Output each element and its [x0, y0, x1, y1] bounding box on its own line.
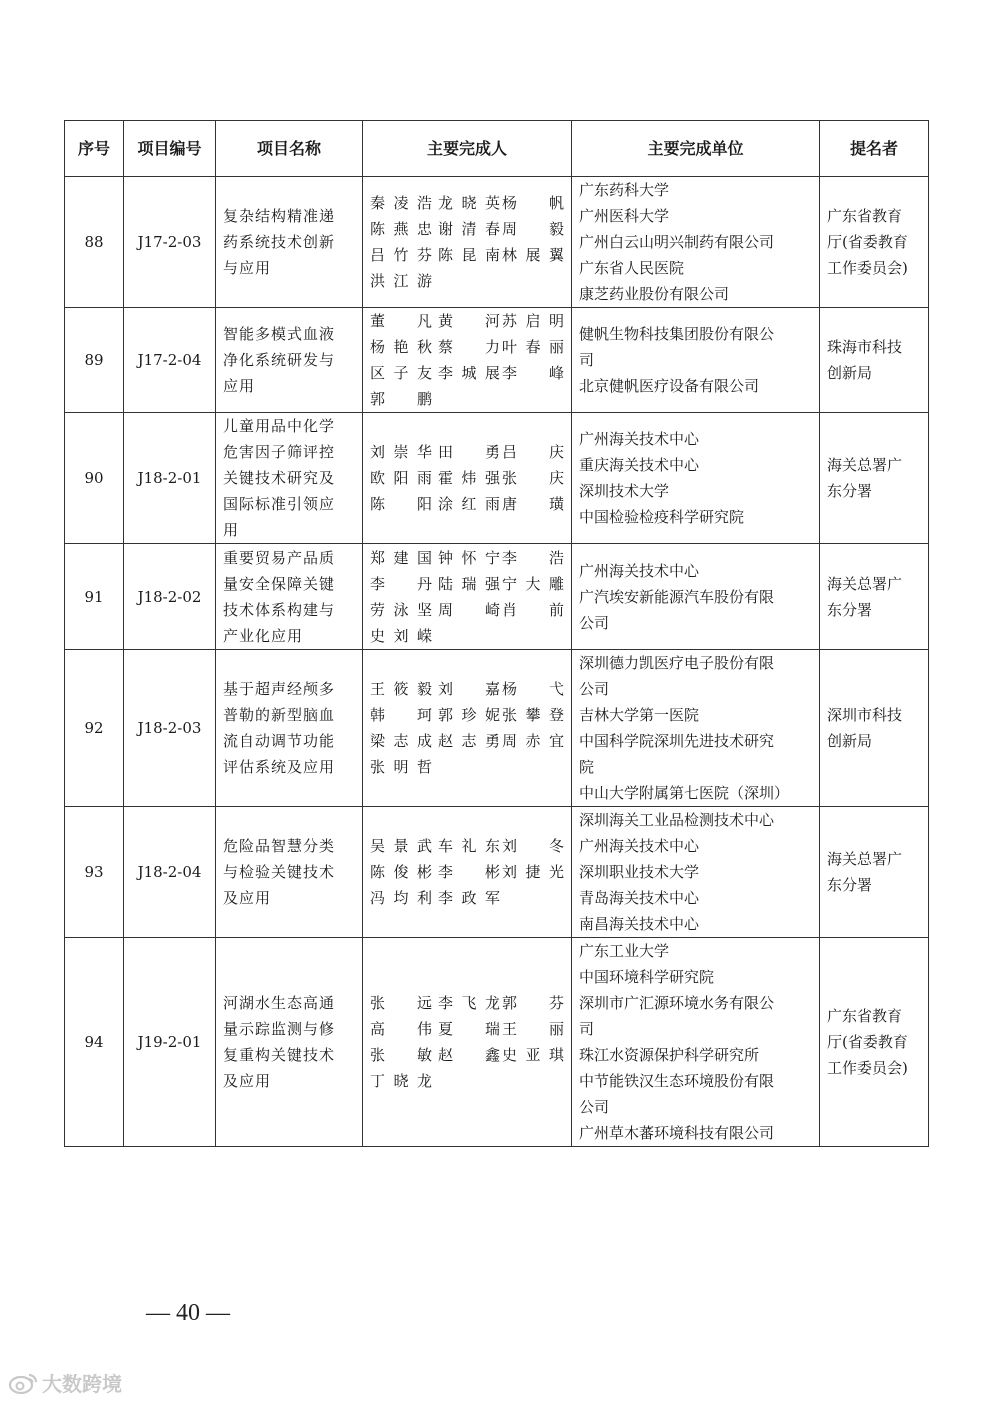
contributor-name: 李政军	[438, 889, 500, 907]
contributor-spacer	[434, 268, 500, 294]
contributor-name: 黄 河	[438, 312, 500, 330]
contributor-name: 李 丹	[370, 574, 432, 593]
contributor-name: 李飞龙	[438, 994, 500, 1012]
unit-line: 深圳职业技术大学	[579, 863, 700, 881]
row-index: 92	[65, 650, 124, 807]
row-project-name	[216, 308, 363, 413]
contributors-line	[370, 334, 564, 360]
table-row	[65, 413, 929, 544]
contributor-name: 郭珍妮	[438, 706, 500, 724]
row-main-contributors	[363, 807, 572, 938]
contributor-name: 区子友	[370, 364, 432, 382]
unit-line: 广东省人民医院	[579, 259, 685, 277]
table-row	[65, 650, 929, 807]
contributor-name: 陈 阳	[370, 495, 432, 513]
contributor-name: 赵 鑫	[438, 1046, 500, 1064]
project-name-line: 量示踪监测与修	[223, 1020, 336, 1038]
award-table	[64, 120, 929, 1147]
contributors-line	[370, 990, 564, 1016]
nominator-line: 创新局	[827, 364, 873, 382]
contributors-line	[370, 597, 564, 623]
contributor-name: 宁大雕	[502, 574, 564, 593]
unit-line: 广东工业大学	[579, 942, 670, 960]
row-nominator	[820, 650, 929, 807]
contributor-name: 叶春丽	[502, 338, 564, 356]
contributor-name: 史亚琪	[502, 1046, 564, 1064]
contributors-line	[370, 754, 564, 780]
contributor-name: 刘崇华	[370, 443, 432, 461]
row-nominator	[820, 544, 929, 650]
contributor-name: 劳泳坚	[370, 600, 432, 619]
project-name-line: 河湖水生态高通	[223, 994, 336, 1012]
project-name-line: 重要贸易产品质	[223, 548, 336, 567]
nominator-line: 珠海市科技	[827, 338, 903, 356]
contributors-line	[370, 439, 564, 465]
contributor-name: 张 庆	[502, 469, 564, 487]
contributor-name: 钟怀宁	[438, 548, 500, 567]
row-main-units	[572, 938, 820, 1147]
contributor-name: 王筱毅	[370, 680, 432, 698]
project-name-line: 复杂结构精准递	[223, 207, 336, 225]
row-main-contributors	[363, 544, 572, 650]
header-project-code: 项目编号	[124, 121, 216, 177]
row-project-name	[216, 413, 363, 544]
contributors-line	[370, 676, 564, 702]
contributor-name: 陆瑞强	[438, 574, 500, 593]
unit-line: 广州海关技术中心	[579, 561, 700, 580]
contributors-line	[370, 465, 564, 491]
row-nominator	[820, 308, 929, 413]
row-index: 93	[65, 807, 124, 938]
contributor-name: 杨 弋	[502, 680, 564, 698]
table-row	[65, 807, 929, 938]
project-name-line: 与检验关键技术	[223, 863, 336, 881]
contributor-name: 董 凡	[370, 312, 432, 330]
nominator-line: 广东省教育	[827, 1007, 903, 1025]
nominator-line: 东分署	[827, 876, 873, 894]
contributor-spacer	[502, 268, 564, 294]
unit-line: 公司	[579, 613, 610, 632]
row-main-contributors	[363, 938, 572, 1147]
contributor-name: 林展翼	[502, 246, 564, 264]
contributor-name: 蔡 力	[438, 338, 500, 356]
row-project-code: J17-2-03	[124, 177, 216, 308]
unit-line: 中国科学院深圳先进技术研究	[579, 732, 775, 750]
page-number: — 40 —	[146, 1300, 230, 1326]
row-project-code: J18-2-03	[124, 650, 216, 807]
contributors-line	[370, 623, 564, 649]
unit-line: 院	[579, 758, 595, 776]
header-main-units: 主要完成单位	[572, 121, 820, 177]
row-project-code: J18-2-04	[124, 807, 216, 938]
row-main-contributors	[363, 177, 572, 308]
contributor-name: 陈燕忠	[370, 220, 432, 238]
header-main-contributors: 主要完成人	[363, 121, 572, 177]
contributor-name: 张 敏	[370, 1046, 432, 1064]
unit-line: 珠江水资源保护科学研究所	[579, 1046, 760, 1064]
contributors-line	[370, 190, 564, 216]
contributors-line	[370, 885, 564, 911]
contributors-line	[370, 859, 564, 885]
weibo-logo-icon	[8, 1372, 38, 1394]
nominator-line: 海关总署广	[827, 456, 903, 474]
project-name-line: 技术体系构建与	[223, 600, 336, 619]
nominator-line: 厅(省委教育	[827, 233, 908, 251]
unit-line: 北京健帆医疗设备有限公司	[579, 377, 760, 395]
row-index: 94	[65, 938, 124, 1147]
contributor-name: 杨 帆	[502, 194, 564, 212]
project-name-line: 及应用	[223, 1072, 272, 1090]
contributor-name: 霍炜强	[438, 469, 500, 487]
contributors-line	[370, 360, 564, 386]
project-name-line: 危险品智慧分类	[223, 837, 336, 855]
project-name-line: 复重构关键技术	[223, 1046, 336, 1064]
contributor-name: 刘捷光	[502, 863, 564, 881]
row-index: 88	[65, 177, 124, 308]
contributor-name: 谢清春	[438, 220, 500, 238]
table-row	[65, 177, 929, 308]
contributor-spacer	[502, 885, 564, 911]
row-main-units	[572, 413, 820, 544]
contributor-name: 高 伟	[370, 1020, 432, 1038]
row-index: 89	[65, 308, 124, 413]
project-name-line: 关键技术研究及	[223, 469, 336, 487]
contributors-line	[370, 268, 564, 294]
row-nominator	[820, 807, 929, 938]
contributor-spacer	[502, 623, 564, 649]
contributor-name: 周 崎	[438, 600, 500, 619]
table-row	[65, 544, 929, 650]
row-project-name	[216, 544, 363, 650]
unit-line: 中国检验检疫科学研究院	[579, 508, 745, 526]
contributor-name: 赵志勇	[438, 732, 500, 750]
row-project-name	[216, 938, 363, 1147]
watermark	[8, 1368, 122, 1397]
contributor-name: 郑建国	[370, 548, 432, 567]
table-row	[65, 938, 929, 1147]
contributors-line	[370, 386, 564, 412]
unit-line: 广汽埃安新能源汽车股份有限	[579, 587, 775, 606]
row-index: 90	[65, 413, 124, 544]
contributor-name: 刘 冬	[502, 837, 564, 855]
contributors-line	[370, 308, 564, 334]
project-name-line: 危害因子筛评控	[223, 443, 336, 461]
header-index: 序号	[65, 121, 124, 177]
unit-line: 司	[579, 1020, 595, 1038]
contributor-spacer	[502, 386, 564, 412]
project-name-line: 智能多模式血液	[223, 325, 336, 343]
project-name-line: 应用	[223, 377, 256, 395]
header-nominator: 提名者	[820, 121, 929, 177]
row-main-units	[572, 807, 820, 938]
project-name-line: 评估系统及应用	[223, 758, 336, 776]
contributor-name: 张明哲	[370, 758, 432, 776]
contributor-name: 郭 芬	[502, 994, 564, 1012]
contributor-name: 陈昆南	[438, 246, 500, 264]
nominator-line: 海关总署广	[827, 850, 903, 868]
nominator-line: 工作委员会)	[827, 259, 908, 277]
contributor-name: 王 丽	[502, 1020, 564, 1038]
contributor-name: 唐 璜	[502, 495, 564, 513]
row-main-contributors	[363, 308, 572, 413]
contributor-name: 吕 庆	[502, 443, 564, 461]
contributors-line	[370, 491, 564, 517]
contributors-line	[370, 216, 564, 242]
project-name-line: 净化系统研发与	[223, 351, 336, 369]
unit-line: 广州海关技术中心	[579, 430, 700, 448]
contributor-name: 张 远	[370, 994, 432, 1012]
project-name-line: 产业化应用	[223, 626, 304, 645]
unit-line: 广州白云山明兴制药有限公司	[579, 233, 775, 251]
contributor-name: 肖 前	[502, 600, 564, 619]
row-project-name	[216, 807, 363, 938]
project-name-line: 与应用	[223, 259, 272, 277]
contributor-name: 丁晓龙	[370, 1072, 432, 1090]
unit-line: 重庆海关技术中心	[579, 456, 700, 474]
contributor-name: 李城展	[438, 364, 500, 382]
project-name-line: 用	[223, 521, 240, 539]
contributor-name: 郭 鹏	[370, 390, 432, 408]
project-name-line: 及应用	[223, 889, 272, 907]
nominator-line: 厅(省委教育	[827, 1033, 908, 1051]
nominator-line: 广东省教育	[827, 207, 903, 225]
header-row	[65, 121, 929, 177]
unit-line: 深圳市广汇源环境水务有限公	[579, 994, 775, 1012]
unit-line: 康芝药业股份有限公司	[579, 285, 730, 303]
nominator-line: 工作委员会)	[827, 1059, 908, 1077]
project-name-line: 量安全保障关键	[223, 574, 336, 593]
project-name-line: 流自动调节功能	[223, 732, 336, 750]
contributor-name: 涂红雨	[438, 495, 500, 513]
unit-line: 广东药科大学	[579, 181, 670, 199]
contributors-line	[370, 833, 564, 859]
contributor-name: 李 峰	[502, 364, 564, 382]
watermark-text: 大数跨境	[42, 1372, 122, 1396]
contributors-line	[370, 1068, 564, 1094]
table-row	[65, 308, 929, 413]
nominator-line: 海关总署广	[827, 574, 903, 593]
contributor-name: 李 彬	[438, 863, 500, 881]
contributor-name: 秦凌浩	[370, 194, 432, 212]
unit-line: 深圳技术大学	[579, 482, 670, 500]
project-name-line: 药系统技术创新	[223, 233, 336, 251]
contributor-name: 洪江游	[370, 272, 432, 290]
row-nominator	[820, 938, 929, 1147]
contributor-name: 杨艳秋	[370, 338, 432, 356]
row-project-code: J17-2-04	[124, 308, 216, 413]
contributors-line	[370, 571, 564, 597]
contributor-name: 陈俊彬	[370, 863, 432, 881]
project-name-line: 国际标准引领应	[223, 495, 336, 513]
contributor-name: 车礼东	[438, 837, 500, 855]
row-main-contributors	[363, 413, 572, 544]
row-project-code: J19-2-01	[124, 938, 216, 1147]
row-index: 91	[65, 544, 124, 650]
contributor-name: 龙晓英	[438, 194, 500, 212]
contributor-name: 梁志成	[370, 732, 432, 750]
contributors-line	[370, 1016, 564, 1042]
unit-line: 中山大学附属第七医院（深圳）	[579, 784, 790, 802]
unit-line: 公司	[579, 680, 610, 698]
nominator-line: 创新局	[827, 732, 873, 750]
contributors-line	[370, 702, 564, 728]
contributor-spacer	[434, 1068, 500, 1094]
unit-line: 广州海关技术中心	[579, 837, 700, 855]
contributor-spacer	[502, 1068, 564, 1094]
contributor-name: 夏 瑞	[438, 1020, 500, 1038]
project-name-line: 儿童用品中化学	[223, 417, 336, 435]
row-project-code: J18-2-02	[124, 544, 216, 650]
contributors-line	[370, 545, 564, 571]
unit-line: 广州医科大学	[579, 207, 670, 225]
nominator-line: 东分署	[827, 482, 873, 500]
row-nominator	[820, 177, 929, 308]
contributor-name: 吴景武	[370, 837, 432, 855]
unit-line: 南昌海关技术中心	[579, 915, 700, 933]
contributor-name: 张攀登	[502, 706, 564, 724]
unit-line: 广州草木蕃环境科技有限公司	[579, 1124, 775, 1142]
contributor-name: 田 勇	[438, 443, 500, 461]
row-project-code: J18-2-01	[124, 413, 216, 544]
unit-line: 中节能铁汉生态环境股份有限	[579, 1072, 775, 1090]
contributor-name: 周赤宜	[502, 732, 564, 750]
unit-line: 深圳海关工业品检测技术中心	[579, 811, 775, 829]
unit-line: 吉林大学第一医院	[579, 706, 700, 724]
table-body	[65, 177, 929, 1147]
contributor-name: 欧阳雨	[370, 469, 432, 487]
contributor-spacer	[502, 754, 564, 780]
contributor-name: 苏启明	[502, 312, 564, 330]
row-main-units	[572, 650, 820, 807]
contributors-line	[370, 1042, 564, 1068]
project-name-line: 普勒的新型脑血	[223, 706, 336, 724]
unit-line: 深圳德力凯医疗电子股份有限	[579, 654, 775, 672]
nominator-line: 深圳市科技	[827, 706, 903, 724]
row-main-contributors	[363, 650, 572, 807]
contributors-line	[370, 242, 564, 268]
contributor-spacer	[434, 386, 500, 412]
contributor-name: 刘 嘉	[438, 680, 500, 698]
row-main-units	[572, 308, 820, 413]
unit-line: 中国环境科学研究院	[579, 968, 715, 986]
contributor-name: 冯均利	[370, 889, 432, 907]
unit-line: 司	[579, 351, 595, 369]
contributor-name: 李 浩	[502, 548, 564, 567]
row-main-units	[572, 544, 820, 650]
project-name-line: 基于超声经颅多	[223, 680, 336, 698]
nominator-line: 东分署	[827, 600, 873, 619]
row-main-units	[572, 177, 820, 308]
contributors-line	[370, 728, 564, 754]
unit-line: 健帆生物科技集团股份有限公	[579, 325, 775, 343]
row-project-name	[216, 650, 363, 807]
unit-line: 青岛海关技术中心	[579, 889, 700, 907]
contributor-name: 韩 珂	[370, 706, 432, 724]
contributor-name: 吕竹芬	[370, 246, 432, 264]
contributor-spacer	[434, 754, 500, 780]
contributor-name: 史刘嵘	[370, 626, 432, 645]
unit-line: 公司	[579, 1098, 610, 1116]
row-project-name	[216, 177, 363, 308]
contributor-spacer	[434, 623, 500, 649]
row-nominator	[820, 413, 929, 544]
header-project-name: 项目名称	[216, 121, 363, 177]
contributor-name: 周 毅	[502, 220, 564, 238]
